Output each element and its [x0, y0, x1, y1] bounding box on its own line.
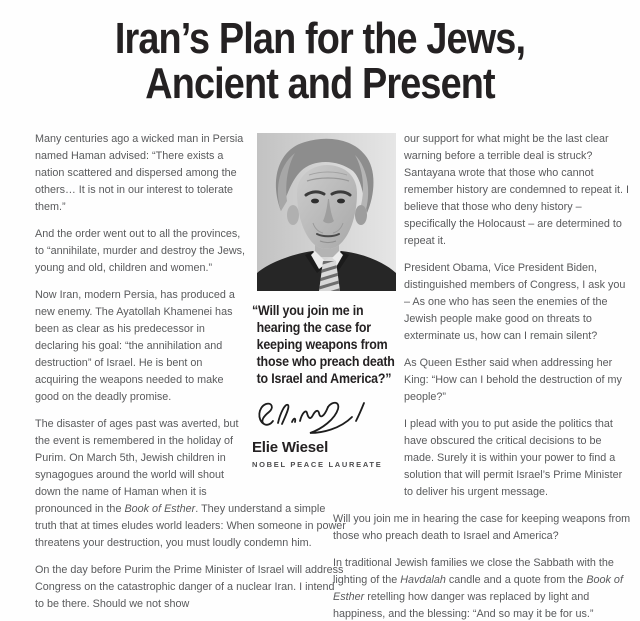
paragraph: Now Iran, modern Persia, has produced a new enemy. The Ayatollah Khamenei has been as clear as his predecessor in declaring his goal: “the annihilation and destruction” of Israel. He is bent on acquiring the weapons needed to make good on the deadly promise.	[35, 289, 235, 403]
paragraph: President Obama, Vice President Biden, distinguished members of Congress, I ask you – As one who has seen the enemies of the Jewish people make good on threats to exterminate us, how can I remain silent?	[404, 262, 626, 342]
headline-line-1: Iran’s Plan for the Jews,	[114, 14, 526, 63]
paragraph: On the day before Purim the Prime Minister of Israel will address Congress on the catastrophic danger of a nuclear Iran. I intend to be there. Should we not show	[35, 564, 344, 610]
elie-wiesel-signature	[252, 394, 370, 438]
paragraph: Many centuries ago a wicked man in Persia named Haman advised: “There exists a nation scattered and dispersed among the others… It is not in our interest to tolerate them.”	[35, 133, 244, 213]
paragraph: I plead with you to put aside the politics that have obscured the critical decisions to be made. Surely it is within your power to find a solution that will permit Israel’s Prime Minister to deliver his urgent message.	[404, 418, 623, 498]
signature-name: Elie Wiesel	[252, 439, 329, 456]
paragraph: As Queen Esther said when addressing her King: “How can I behold the destruction of my people?”	[404, 357, 622, 403]
paragraph: our support for what might be the last clear warning before a terrible deal is struck? Santayana wrote that those who cannot remember history are condemned to repeat it. I believe that those who deny history – specifically the Holocaust – are determined to repeat it.	[404, 133, 630, 247]
elie-wiesel-photo	[257, 133, 396, 291]
paragraph: And the order went out to all the provinces, to “annihilate, murder and destroy the Jews, young and old, children and women.”	[35, 228, 246, 274]
headline-line-2: Ancient and Present	[145, 59, 495, 108]
paragraph: The disaster of ages past was averted, but the event is remembered in the holiday of Purim. On March 5th, Jewish children in synagogues around the world will shout down the name of Haman when it is pronounced in the Book of Esther. They understand a simple truth that at times eludes world leaders: When someone in power threatens your destruction, you must loudly condemn him.	[35, 418, 346, 549]
paragraph: In traditional Jewish families we close the Sabbath with the lighting of the Havdalah candle and a quote from the Book of Esther retelling how danger was replaced by light and happiness, and the blessing: “And so may it be for us.”	[333, 557, 623, 620]
headline	[0, 16, 640, 106]
center-block	[252, 133, 399, 469]
paragraph: Will you join me in hearing the case for keeping weapons from those who preach death to Israel and America?	[333, 513, 631, 542]
signature-title: NOBEL PEACE LAUREATE	[252, 460, 383, 469]
pull-quote: “Will you join me in hearing the case for keeping weapons from those who preach death to Israel and America?”	[252, 303, 395, 386]
